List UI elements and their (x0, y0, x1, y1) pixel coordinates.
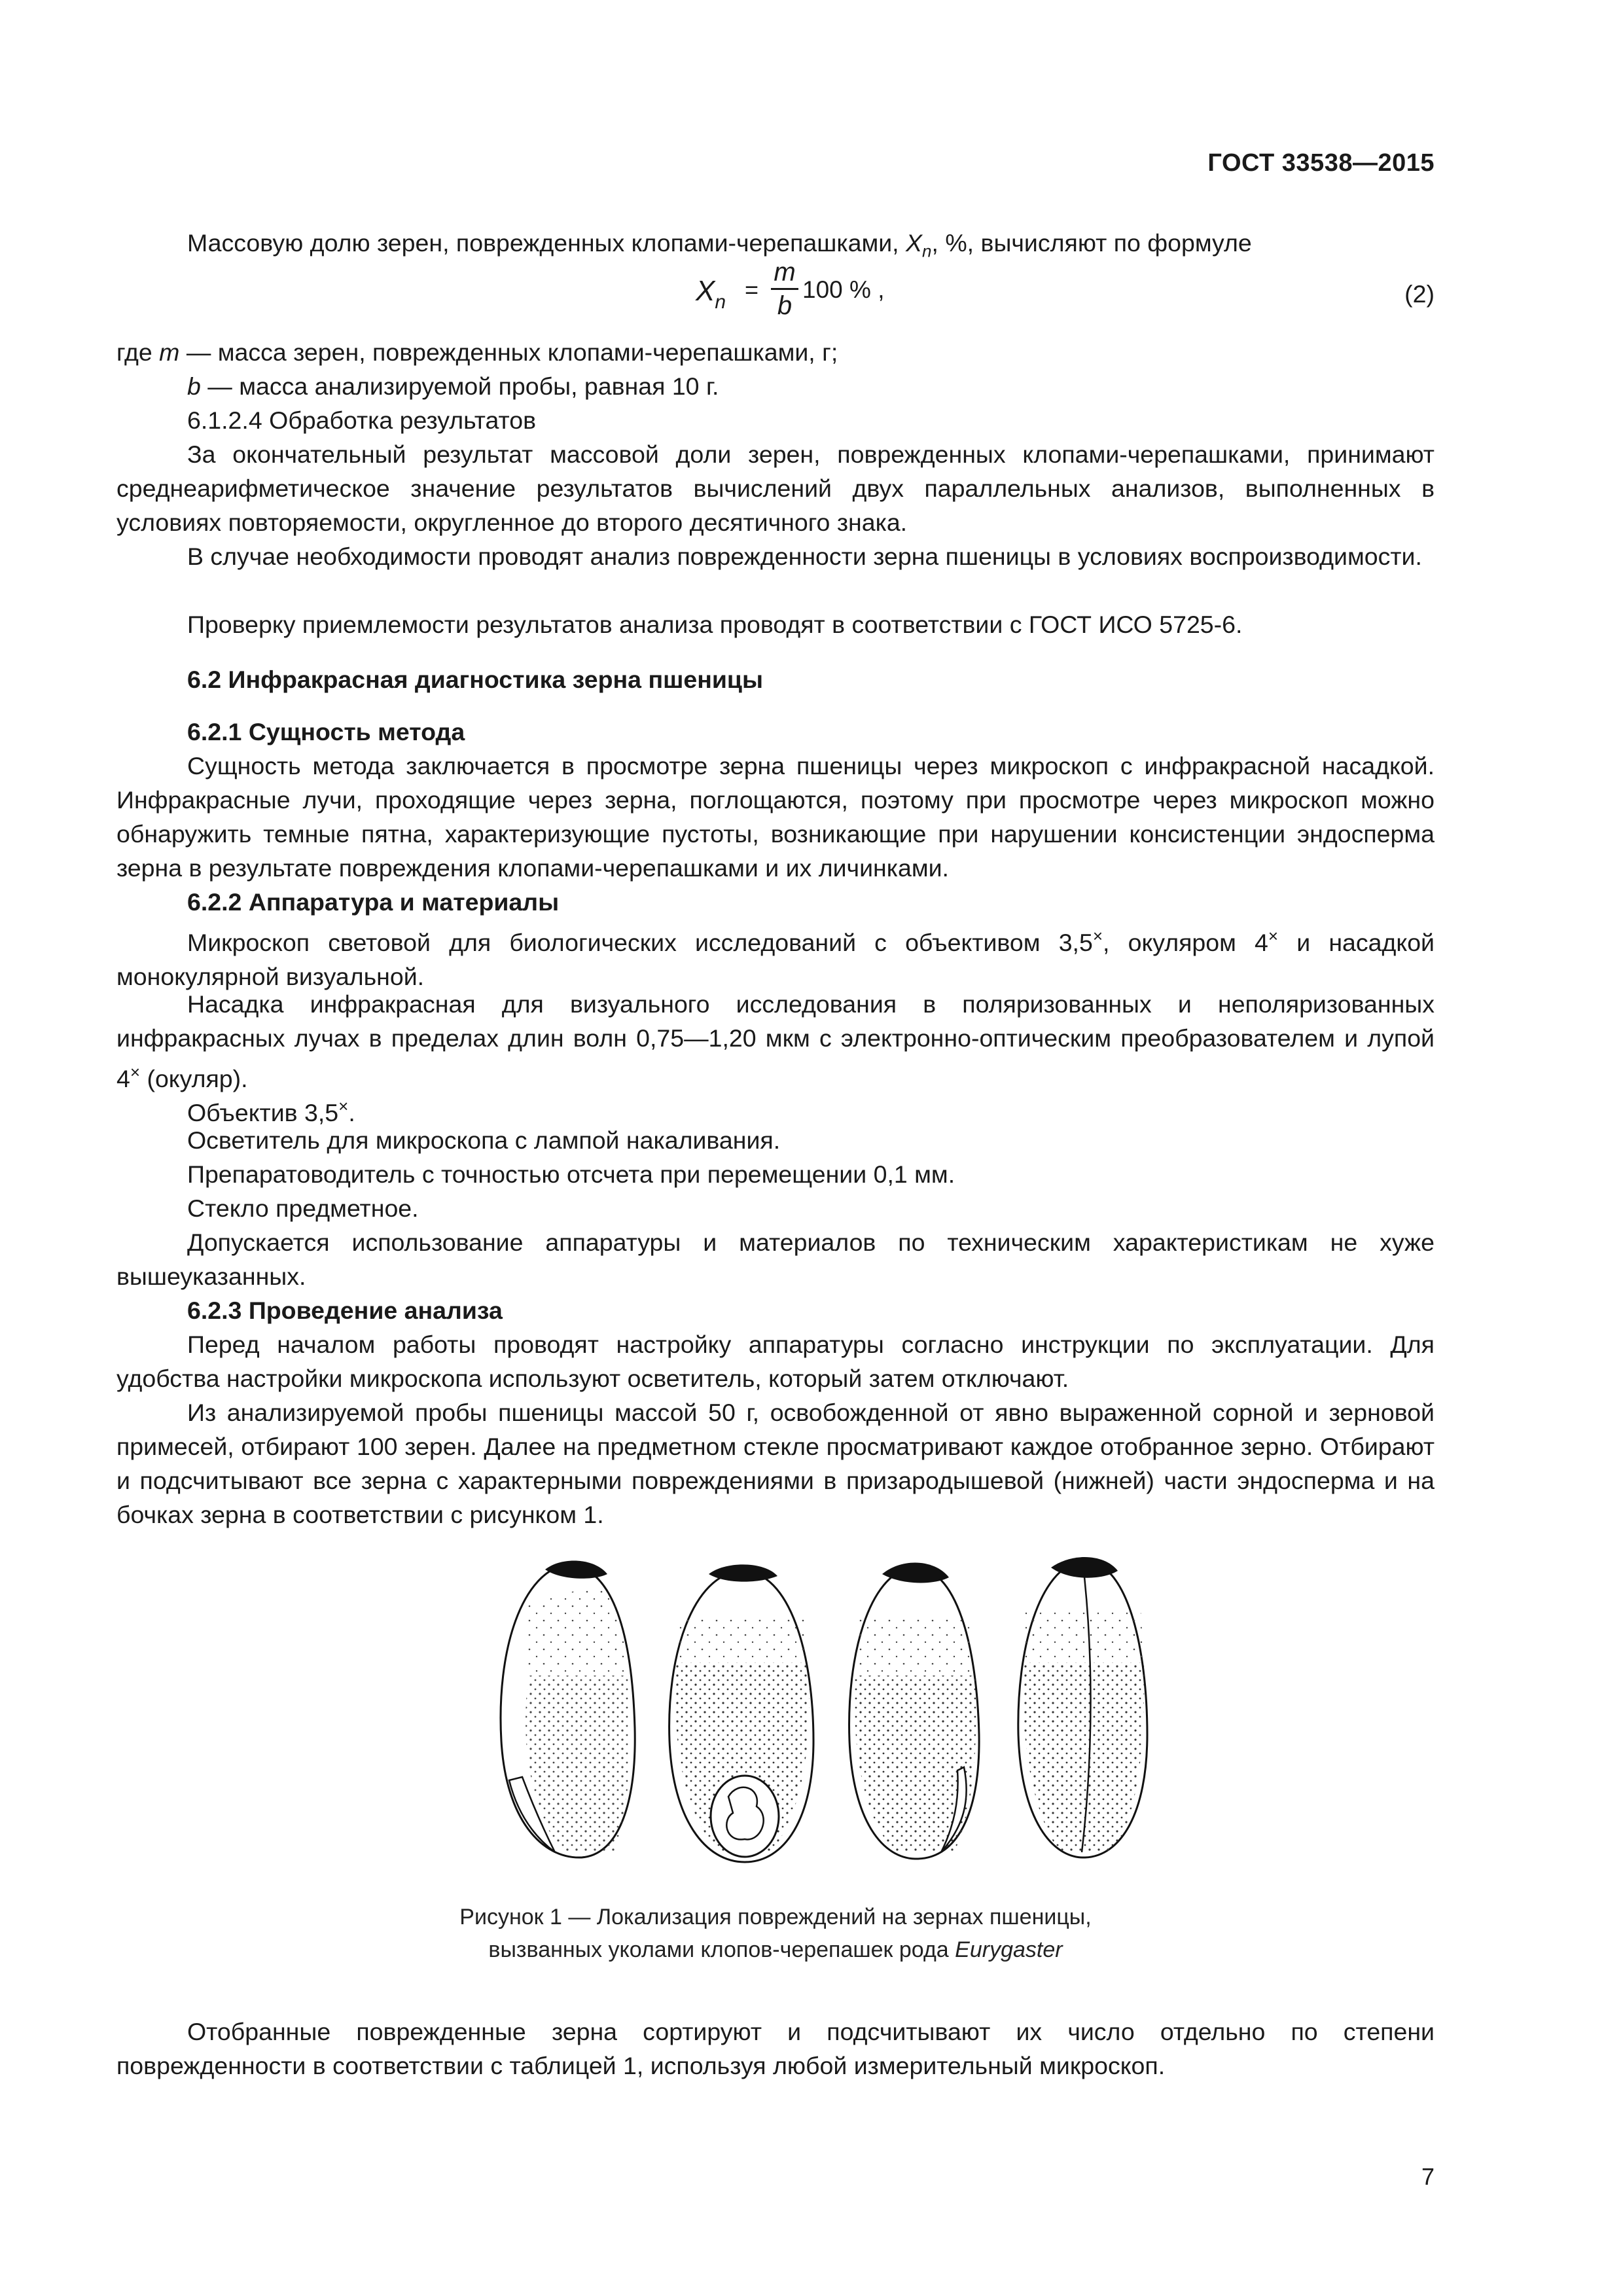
formula-fraction: m b (771, 258, 798, 320)
section-623-title: 6.2.3 Проведение анализа (187, 1297, 503, 1324)
grain-3-drawing (849, 1563, 980, 1859)
section-623-p1: Перед началом работы проводят настройку аппаратуры согласно инструкции по эксплуатации. Для удобства настройки микроскопа используют осветитель, который затем отключают. (116, 1331, 1435, 1392)
intro-paragraph: Массовую долю зерен, поврежденных клопами-черепашками, $X_n$, %, вычисляют по формуле (187, 229, 1252, 261)
section-622-p7: Допускается использование аппаратуры и материалов по техническим характеристикам не хуже вышеуказанных. (116, 1229, 1435, 1290)
section-6124-p3: Проверку приемлемости результатов анализа проводят в соответствии с ГОСТ ИСО 5725-6. (187, 611, 1243, 638)
section-622-p4: Осветитель для микроскопа с лампой накаливания. (187, 1126, 781, 1154)
section-62-title: 6.2 Инфракрасная диагностика зерна пшеницы (187, 666, 764, 693)
document-code: ГОСТ 33538—2015 (1207, 149, 1435, 177)
formula-rest: 100 % , (802, 276, 885, 303)
section-622-p5: Препаратоводитель с точностью отсчета при перемещении 0,1 мм. (187, 1160, 955, 1188)
page-number: 7 (1421, 2163, 1435, 2190)
section-6124-p1: За окончательный результат массовой доли зерен, поврежденных клопами-черепашками, принимают среднеарифметическое значение результатов вычислений двух параллельных анализов, выполненных в условиях повторяемости, округленное до второго десятичного знака. (116, 440, 1435, 536)
caption-line-2: вызванных уколами клопов-черепашек рода Eurygaster (488, 1937, 1063, 1962)
section-623-p2: Из анализируемой пробы пшеницы массой 50 г, освобожденной от явно выраженной сорной и зерновой примесей, отбирают 100 зерен. Далее на предметном стекле просматривают каждое отобранное зерно. Отбирают и подсчитывают все зерна с характерными повреждениями в призародышевой (нижней) части эндосперма и на бочках зерна в соответствии с рисунком 1. (116, 1399, 1435, 1528)
grain-4-drawing (1018, 1557, 1147, 1857)
formula-number: (2) (1404, 280, 1435, 308)
grain-2-drawing (669, 1564, 813, 1862)
figure-caption (116, 1901, 1435, 1966)
final-paragraph: Отобранные поврежденные зерна сортируют и подсчитывают их число отдельно по степени поврежденности в соответствии с таблицей 1, используя любой измерительный микроскоп. (116, 2018, 1435, 2079)
section-622-title: 6.2.2 Аппаратура и материалы (187, 888, 560, 916)
section-622-p6: Стекло предметное. (187, 1194, 419, 1222)
formula-2 (116, 260, 1435, 332)
caption-line-1: Рисунок 1 — Локализация повреждений на зернах пшеницы, (459, 1905, 1092, 1929)
formula-equals: = (745, 276, 759, 303)
grain-1-drawing (501, 1560, 635, 1857)
formula-lhs: $X_n$ (696, 275, 726, 313)
section-622-p2: Насадка инфракрасная для визуального исследования в поляризованных и неполяризованных инфракрасных лучах в пределах длин волн 0,75—1,20 мкм с электронно-оптическим преобразователем и лупой 4× (окуляр). (116, 990, 1435, 1092)
section-621-title: 6.2.1 Сущность метода (187, 718, 465, 745)
section-6124-p2: В случае необходимости проводят анализ поврежденности зерна пшеницы в условиях воспроизводимости. (187, 543, 1422, 570)
section-622-p1: Микроскоп световой для биологических исследований с объективом 3,5×, окуляром 4× и насадкой монокулярной визуальной. (116, 926, 1435, 990)
section-621-p1: Сущность метода заключается в просмотре зерна пшеницы через микроскоп с инфракрасной насадкой. Инфракрасные лучи, проходящие через зерна, поглощаются, поэтому при просмотре через микроскоп можно обнаружить темные пятна, характеризующие пустоты, возникающие при нарушении консистенции эндосперма зерна в результате повреждения клопами-черепашками и их личинками. (116, 752, 1435, 882)
section-6124-title: 6.1.2.4 Обработка результатов (187, 406, 537, 434)
where-b: b — масса анализируемой пробы, равная 10 г. (187, 372, 719, 400)
wheat-grains-figure (483, 1545, 1170, 1872)
where-m: где m — масса зерен, поврежденных клопами-черепашками, г; (116, 338, 838, 366)
section-622-p3: Объектив 3,5×. (187, 1096, 355, 1126)
